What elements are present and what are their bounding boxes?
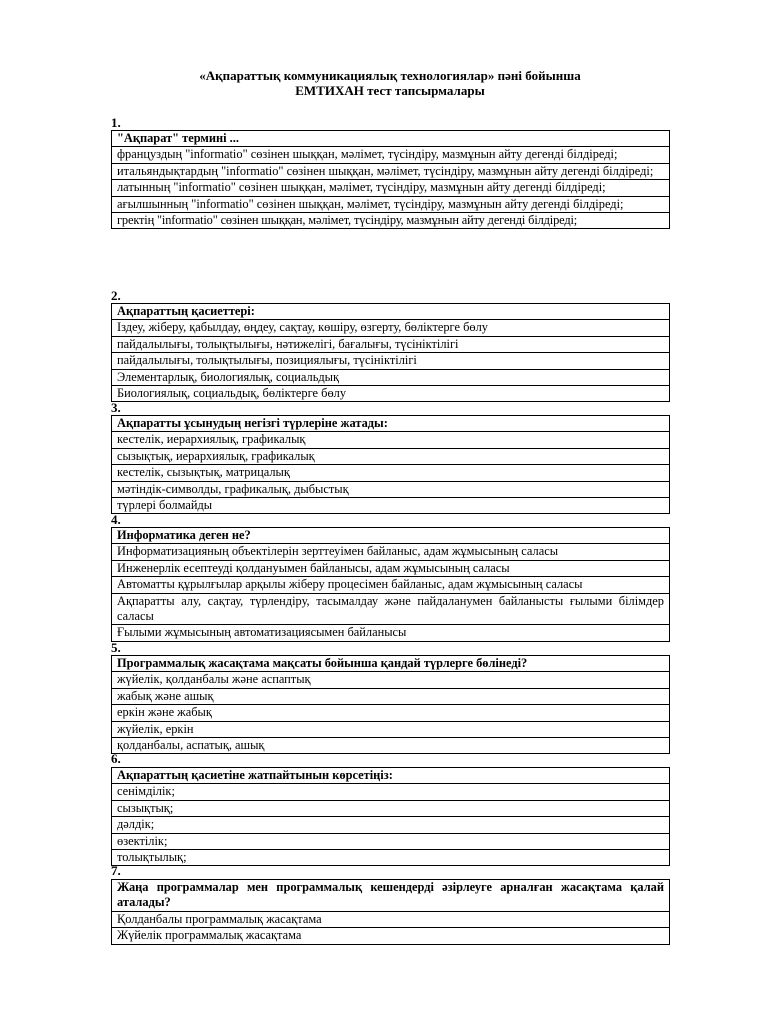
question-7-table [111,879,670,945]
question-text: Ақпараттың қасиетіне жатпайтынын көрсетіңіз: [112,768,670,784]
question-number: 7. [111,863,121,878]
answer-option: пайдалылығы, толықтылығы, нәтижелігі, бағалығы, түсініктілігі [112,336,670,352]
question-number: 1. [111,115,121,130]
answer-option: жүйелік, еркін [112,721,670,737]
answer-option: кестелік, иерархиялық, графикалық [112,432,670,448]
question-5-table [111,655,670,754]
question-number: 3. [111,400,121,415]
question-text: "Ақпарат" термині ... [112,131,670,147]
answer-option: Іздеу, жіберу, қабылдау, өңдеу, сақтау, көшіру, өзгерту, бөліктерге бөлу [112,320,670,336]
answer-option: қолданбалы, аспатық, ашық [112,738,670,754]
answer-option: жабық және ашық [112,688,670,704]
answer-option: мәтіндік-символды, графикалық, дыбыстық [112,481,670,497]
answer-option: кестелік, сызықтық, матрицалық [112,465,670,481]
answer-option: Автоматты құрылғылар арқылы жіберу процесімен байланыс, адам жұмысының саласы [112,577,670,593]
question-number: 5. [111,640,121,655]
question-2-table [111,303,670,402]
question-number: 4. [111,512,121,527]
answer-option: сызықтық, иерархиялық, графикалық [112,448,670,464]
answer-option: Биологиялық, социальдық, бөліктерге бөлу [112,386,670,402]
answer-option: Ақпаратты алу, сақтау, түрлендіру, тасымалдау және пайдаланумен байланысты ғылыми білімдер саласы [112,593,670,625]
answer-option: ағылшынның "informatio" сөзінен шыққан, мәлімет, түсіндіру, мазмұнын айту дегенді білдіреді; [112,196,670,212]
question-text: Ақпараттың қасиеттері: [112,304,670,320]
question-4-table [111,527,670,642]
answer-option: Жүйелік программалық жасақтама [112,928,670,944]
answer-option: өзектілік; [112,833,670,849]
question-text: Ақпаратты ұсынудың негізгі түрлеріне жатады: [112,416,670,432]
answer-option: итальяндықтардың "informatio" сөзінен шыққан, мәлімет, түсіндіру, мазмұнын айту дегенді білдіреді; [112,163,670,179]
answer-option: толықтылық; [112,850,670,866]
answer-option: Ғылыми жұмысының автоматизациясымен байланысы [112,625,670,641]
document-title: «Ақпараттық коммуникациялық технологиялар» пәні бойынша [199,68,581,83]
answer-option: жүйелік, қолданбалы және аспаптық [112,672,670,688]
answer-option: дәлдік; [112,817,670,833]
document-subtitle: ЕМТИХАН тест тапсырмалары [295,83,485,98]
question-6-table [111,767,670,866]
answer-option: сенімділік; [112,784,670,800]
answer-option: еркін және жабық [112,705,670,721]
answer-option: түрлері болмайды [112,498,670,514]
question-number: 6. [111,751,121,766]
question-1-table [111,130,670,229]
question-number: 2. [111,288,121,303]
answer-option: Элементарлық, биологиялық, социальдық [112,369,670,385]
answer-option: пайдалылығы, толықтылығы, позициялығы, түсініктілігі [112,353,670,369]
question-text: Жаңа программалар мен программалық кешендерді әзірлеуге арналған жасақтама қалай аталады? [112,880,670,912]
answer-option: Информатизацияның объектілерін зерттеуімен байланыс, адам жұмысының саласы [112,544,670,560]
question-text: Программалық жасақтама мақсаты бойынша қандай түрлерге бөлінеді? [112,656,670,672]
question-3-table [111,415,670,514]
answer-option: гректің "informatio" сөзінен шыққан, мәлімет, түсіндіру, мазмұнын айту дегенді білдіреді; [112,213,670,229]
answer-option: сызықтық; [112,800,670,816]
question-text: Информатика деген не? [112,528,670,544]
answer-option: Қолданбалы программалық жасақтама [112,911,670,927]
answer-option: латынның "informatio" сөзінен шыққан, мәлімет, түсіндіру, мазмұнын айту дегенді білдіреді; [112,180,670,196]
answer-option: Инженерлік есептеуді қолдануымен байланысы, адам жұмысының саласы [112,560,670,576]
answer-option: француздың "informatio" сөзінен шыққан, мәлімет, түсіндіру, мазмұнын айту дегенді білдіреді; [112,147,670,163]
